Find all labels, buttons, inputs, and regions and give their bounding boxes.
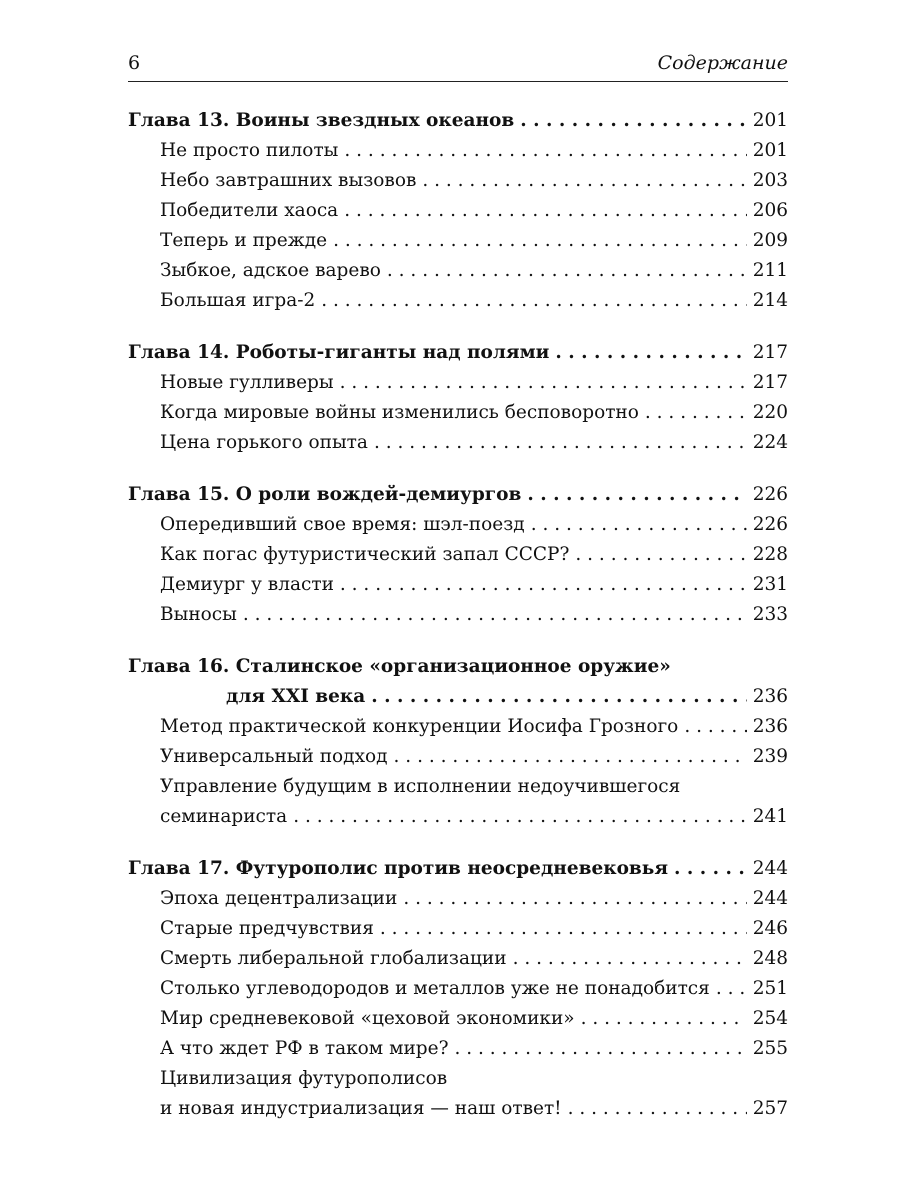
page-ref: 241	[752, 806, 788, 827]
leader-dots	[520, 106, 746, 136]
page-ref: 211	[752, 260, 788, 281]
section-row[interactable]	[128, 802, 788, 832]
chapter-16	[128, 652, 788, 832]
section-title: Смерть либеральной глобализации	[160, 948, 507, 969]
page-ref: 236	[752, 686, 788, 707]
section-title: Победители хаоса	[160, 200, 339, 221]
leader-dots	[394, 742, 747, 772]
page-ref: 254	[752, 1008, 788, 1029]
section-title: Столько углеводородов и металлов уже не понадобится	[160, 978, 710, 999]
chapter-title: Глава 13. Воины звездных океанов	[128, 110, 515, 131]
leader-dots	[684, 712, 746, 742]
section-title: Мир средневековой «цеховой экономики»	[160, 1008, 575, 1029]
page-ref: 251	[752, 978, 788, 999]
page-ref: 217	[752, 372, 788, 393]
section-title: Когда мировые войны изменились бесповоротно	[160, 402, 639, 423]
chapter-15	[128, 480, 788, 630]
section-title: Большая игра-2	[160, 290, 316, 311]
section-title: Новые гулливеры	[160, 372, 334, 393]
leader-dots	[581, 1004, 747, 1034]
leader-dots	[243, 600, 747, 630]
page-ref: 257	[752, 1098, 788, 1119]
section-row[interactable]	[128, 944, 788, 974]
leader-dots	[293, 802, 747, 832]
section-title: Универсальный подход	[160, 746, 388, 767]
chapter-title: Глава 15. О роли вождей-демиургов	[128, 484, 522, 505]
leader-dots	[513, 944, 747, 974]
chapter-title-row[interactable]	[128, 854, 788, 884]
leader-dots	[371, 682, 746, 712]
section-title: Цена горького опыта	[160, 432, 368, 453]
page-ref: 244	[752, 858, 788, 879]
section-row[interactable]	[128, 196, 788, 226]
section-row[interactable]	[128, 1094, 788, 1124]
section-row[interactable]	[128, 974, 788, 1004]
section-title: Выносы	[160, 604, 237, 625]
section-title: Как погас футуристический запал СССР?	[160, 544, 570, 565]
page-ref: 233	[752, 604, 788, 625]
leader-dots	[645, 398, 747, 428]
page-header	[128, 52, 788, 80]
section-row[interactable]	[128, 914, 788, 944]
page-ref: 228	[752, 544, 788, 565]
page-ref: 201	[752, 140, 788, 161]
page-ref: 255	[752, 1038, 788, 1059]
section-title: Эпоха децентрализации	[160, 888, 398, 909]
leader-dots	[555, 338, 746, 368]
leader-dots	[531, 510, 747, 540]
page-ref: 244	[752, 888, 788, 909]
leader-dots	[527, 480, 746, 510]
section-title: Метод практической конкуренции Иосифа Грозного	[160, 716, 679, 737]
page-ref: 203	[752, 170, 788, 191]
section-row[interactable]	[128, 712, 788, 742]
page-ref: 226	[752, 514, 788, 535]
section-title-line1[interactable]: Управление будущим в исполнении недоучившегося	[160, 776, 681, 797]
section-title: А что ждет РФ в таком мире?	[160, 1038, 449, 1059]
page-ref: 239	[752, 746, 788, 767]
section-row[interactable]	[128, 398, 788, 428]
leader-dots	[344, 136, 746, 166]
leader-dots	[321, 286, 746, 316]
leader-dots	[333, 226, 747, 256]
section-title: Не просто пилоты	[160, 140, 339, 161]
section-row[interactable]	[128, 1034, 788, 1064]
chapter-title-row[interactable]	[128, 106, 788, 136]
page-ref: 236	[752, 716, 788, 737]
page-ref: 209	[752, 230, 788, 251]
leader-dots	[716, 974, 747, 1004]
chapter-title: Глава 17. Футурополис против неосредневековья	[128, 858, 668, 879]
section-row[interactable]	[128, 600, 788, 630]
chapter-title-row[interactable]	[128, 338, 788, 368]
section-title: Демиург у власти	[160, 574, 334, 595]
section-row[interactable]	[128, 256, 788, 286]
section-row[interactable]	[128, 884, 788, 914]
page-ref: 206	[752, 200, 788, 221]
running-title: Содержание	[657, 52, 788, 74]
leader-dots	[422, 166, 746, 196]
page-ref: 226	[752, 484, 788, 505]
section-title: Теперь и прежде	[160, 230, 328, 251]
page-ref: 224	[752, 432, 788, 453]
leader-dots	[455, 1034, 747, 1064]
page-ref: 201	[752, 110, 788, 131]
section-title-line2: и новая индустриализация — наш ответ!	[160, 1098, 562, 1119]
section-row[interactable]	[128, 166, 788, 196]
chapter-17	[128, 854, 788, 1124]
page-ref: 214	[752, 290, 788, 311]
page-ref: 231	[752, 574, 788, 595]
section-row[interactable]	[128, 136, 788, 166]
section-row[interactable]	[128, 570, 788, 600]
section-row[interactable]	[128, 540, 788, 570]
leader-dots	[387, 256, 747, 286]
section-title: Зыбкое, адское варево	[160, 260, 381, 281]
chapter-14	[128, 338, 788, 458]
leader-dots	[575, 540, 746, 570]
leader-dots	[568, 1094, 747, 1124]
chapter-title-line1[interactable]: Глава 16. Сталинское «организационное оружие»	[128, 656, 671, 677]
page-number: 6	[128, 52, 141, 74]
page-ref: 217	[752, 342, 788, 363]
page-ref: 220	[752, 402, 788, 423]
leader-dots	[403, 884, 746, 914]
chapter-title: Глава 14. Роботы-гиганты над полями	[128, 342, 550, 363]
header-rule	[128, 81, 788, 82]
section-title: Небо завтрашних вызовов	[160, 170, 417, 191]
section-title: Старые предчувствия	[160, 918, 374, 939]
section-title-line2: семинариста	[160, 806, 288, 827]
leader-dots	[340, 368, 747, 398]
leader-dots	[674, 854, 747, 884]
leader-dots	[380, 914, 747, 944]
chapter-title-row[interactable]	[128, 480, 788, 510]
section-title: Опередивший свое время: шэл-поезд	[160, 514, 525, 535]
section-row[interactable]	[128, 368, 788, 398]
chapter-13	[128, 106, 788, 316]
leader-dots	[374, 428, 747, 458]
section-title-line1[interactable]: Цивилизация футурополисов	[160, 1068, 448, 1089]
page-ref: 248	[752, 948, 788, 969]
section-row[interactable]	[128, 1004, 788, 1034]
section-row[interactable]	[128, 226, 788, 256]
leader-dots	[344, 196, 746, 226]
section-row[interactable]	[128, 742, 788, 772]
leader-dots	[340, 570, 747, 600]
chapter-title-line2: для XXI века	[226, 686, 366, 707]
page-ref: 246	[752, 918, 788, 939]
section-row[interactable]	[128, 428, 788, 458]
section-row[interactable]	[128, 286, 788, 316]
table-of-contents	[128, 106, 788, 1146]
chapter-title-row[interactable]	[128, 682, 788, 712]
section-row[interactable]	[128, 510, 788, 540]
